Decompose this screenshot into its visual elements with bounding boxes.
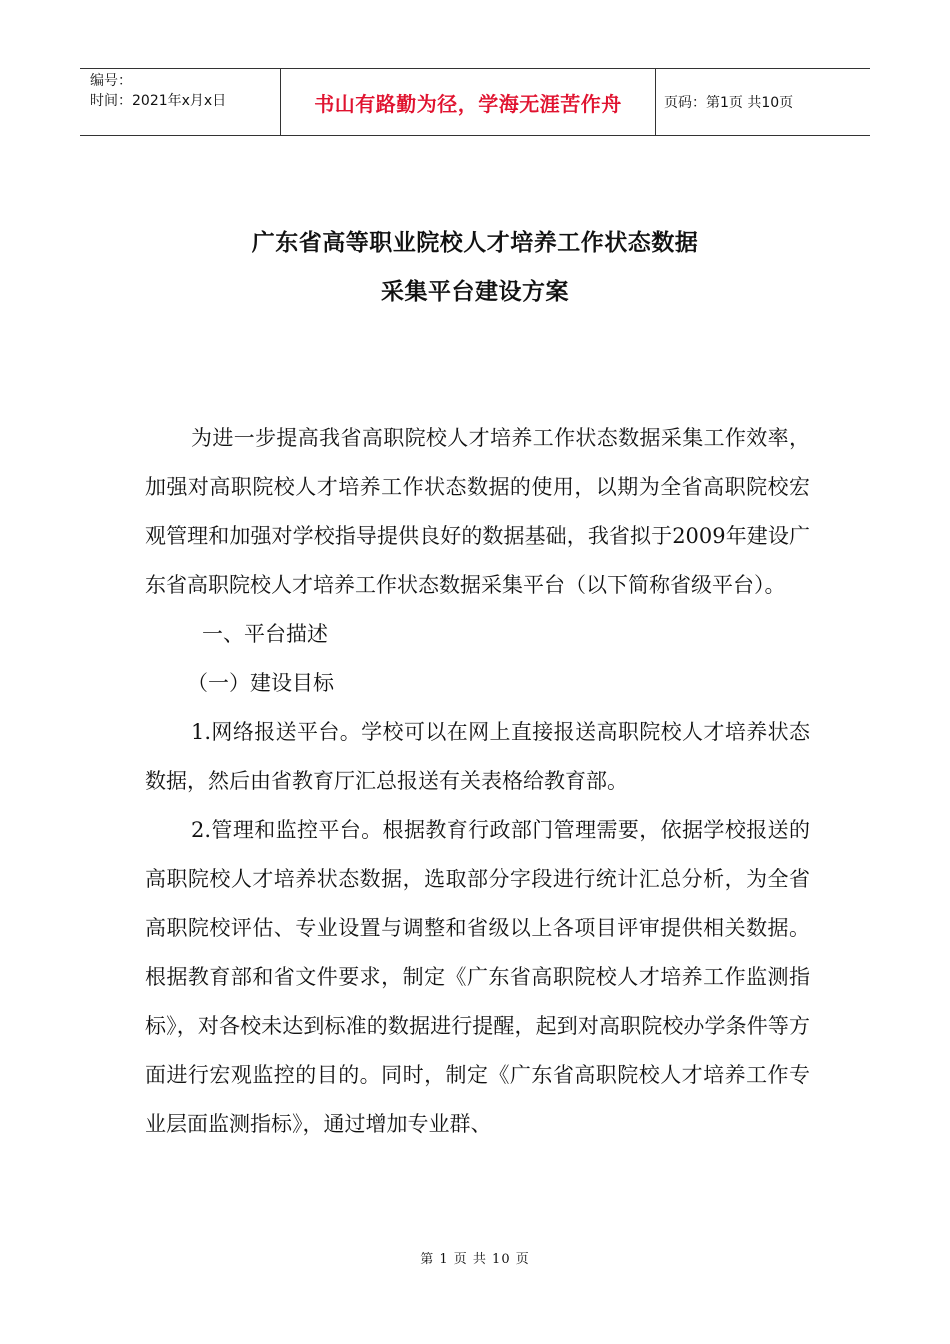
document-body xyxy=(145,414,810,1149)
intro-paragraph: 为进一步提高我省高职院校人才培养工作状态数据采集工作效率，加强对高职院校人才培养工作状态数据的使用，以期为全省高职院校宏观管理和加强对学校指导提供良好的数据基础，我省拟于2009年建设广东省高职院校人才培养工作状态数据采集平台（以下简称省级平台）。 xyxy=(145,426,810,597)
document-title-line2: 采集平台建设方案 xyxy=(381,279,569,305)
time-label: 时间：2021年x月x日 xyxy=(90,93,227,109)
page-footer: 第 1 页 共 10 页 xyxy=(420,1252,530,1267)
item-paragraph-2: 2.管理和监控平台。根据教育行政部门管理需要，依据学校报送的高职院校人才培养状态数据，选取部分字段进行统计汇总分析，为全省高职院校评估、专业设置与调整和省级以上各项目评审提供相关数据。根据教育部和省文件要求，制定《广东省高职院校人才培养工作监测指标》，对各校未达到标准的数据进行提醒，起到对高职院校办学条件等方面进行宏观监控的目的。同时，制定《广东省高职院校人才培养工作专业层面监测指标》，通过增加专业群、 xyxy=(145,818,810,1136)
document-header xyxy=(80,68,870,136)
item-paragraph-1: 1.网络报送平台。学校可以在网上直接报送高职院校人才培养状态数据，然后由省教育厅汇总报送有关表格给教育部。 xyxy=(145,720,810,793)
header-meta-cell xyxy=(80,69,281,135)
document-title-line1: 广东省高等职业院校人才培养工作状态数据 xyxy=(251,230,699,256)
header-page-info: 页码：第1页 共10页 xyxy=(664,95,794,111)
section-heading-1-1: （一）建设目标 xyxy=(187,671,334,695)
header-motto: 书山有路勤为径，学海无涯苦作舟 xyxy=(281,69,656,135)
number-label: 编号： xyxy=(90,73,132,89)
section-heading-1: 一、平台描述 xyxy=(202,622,328,646)
